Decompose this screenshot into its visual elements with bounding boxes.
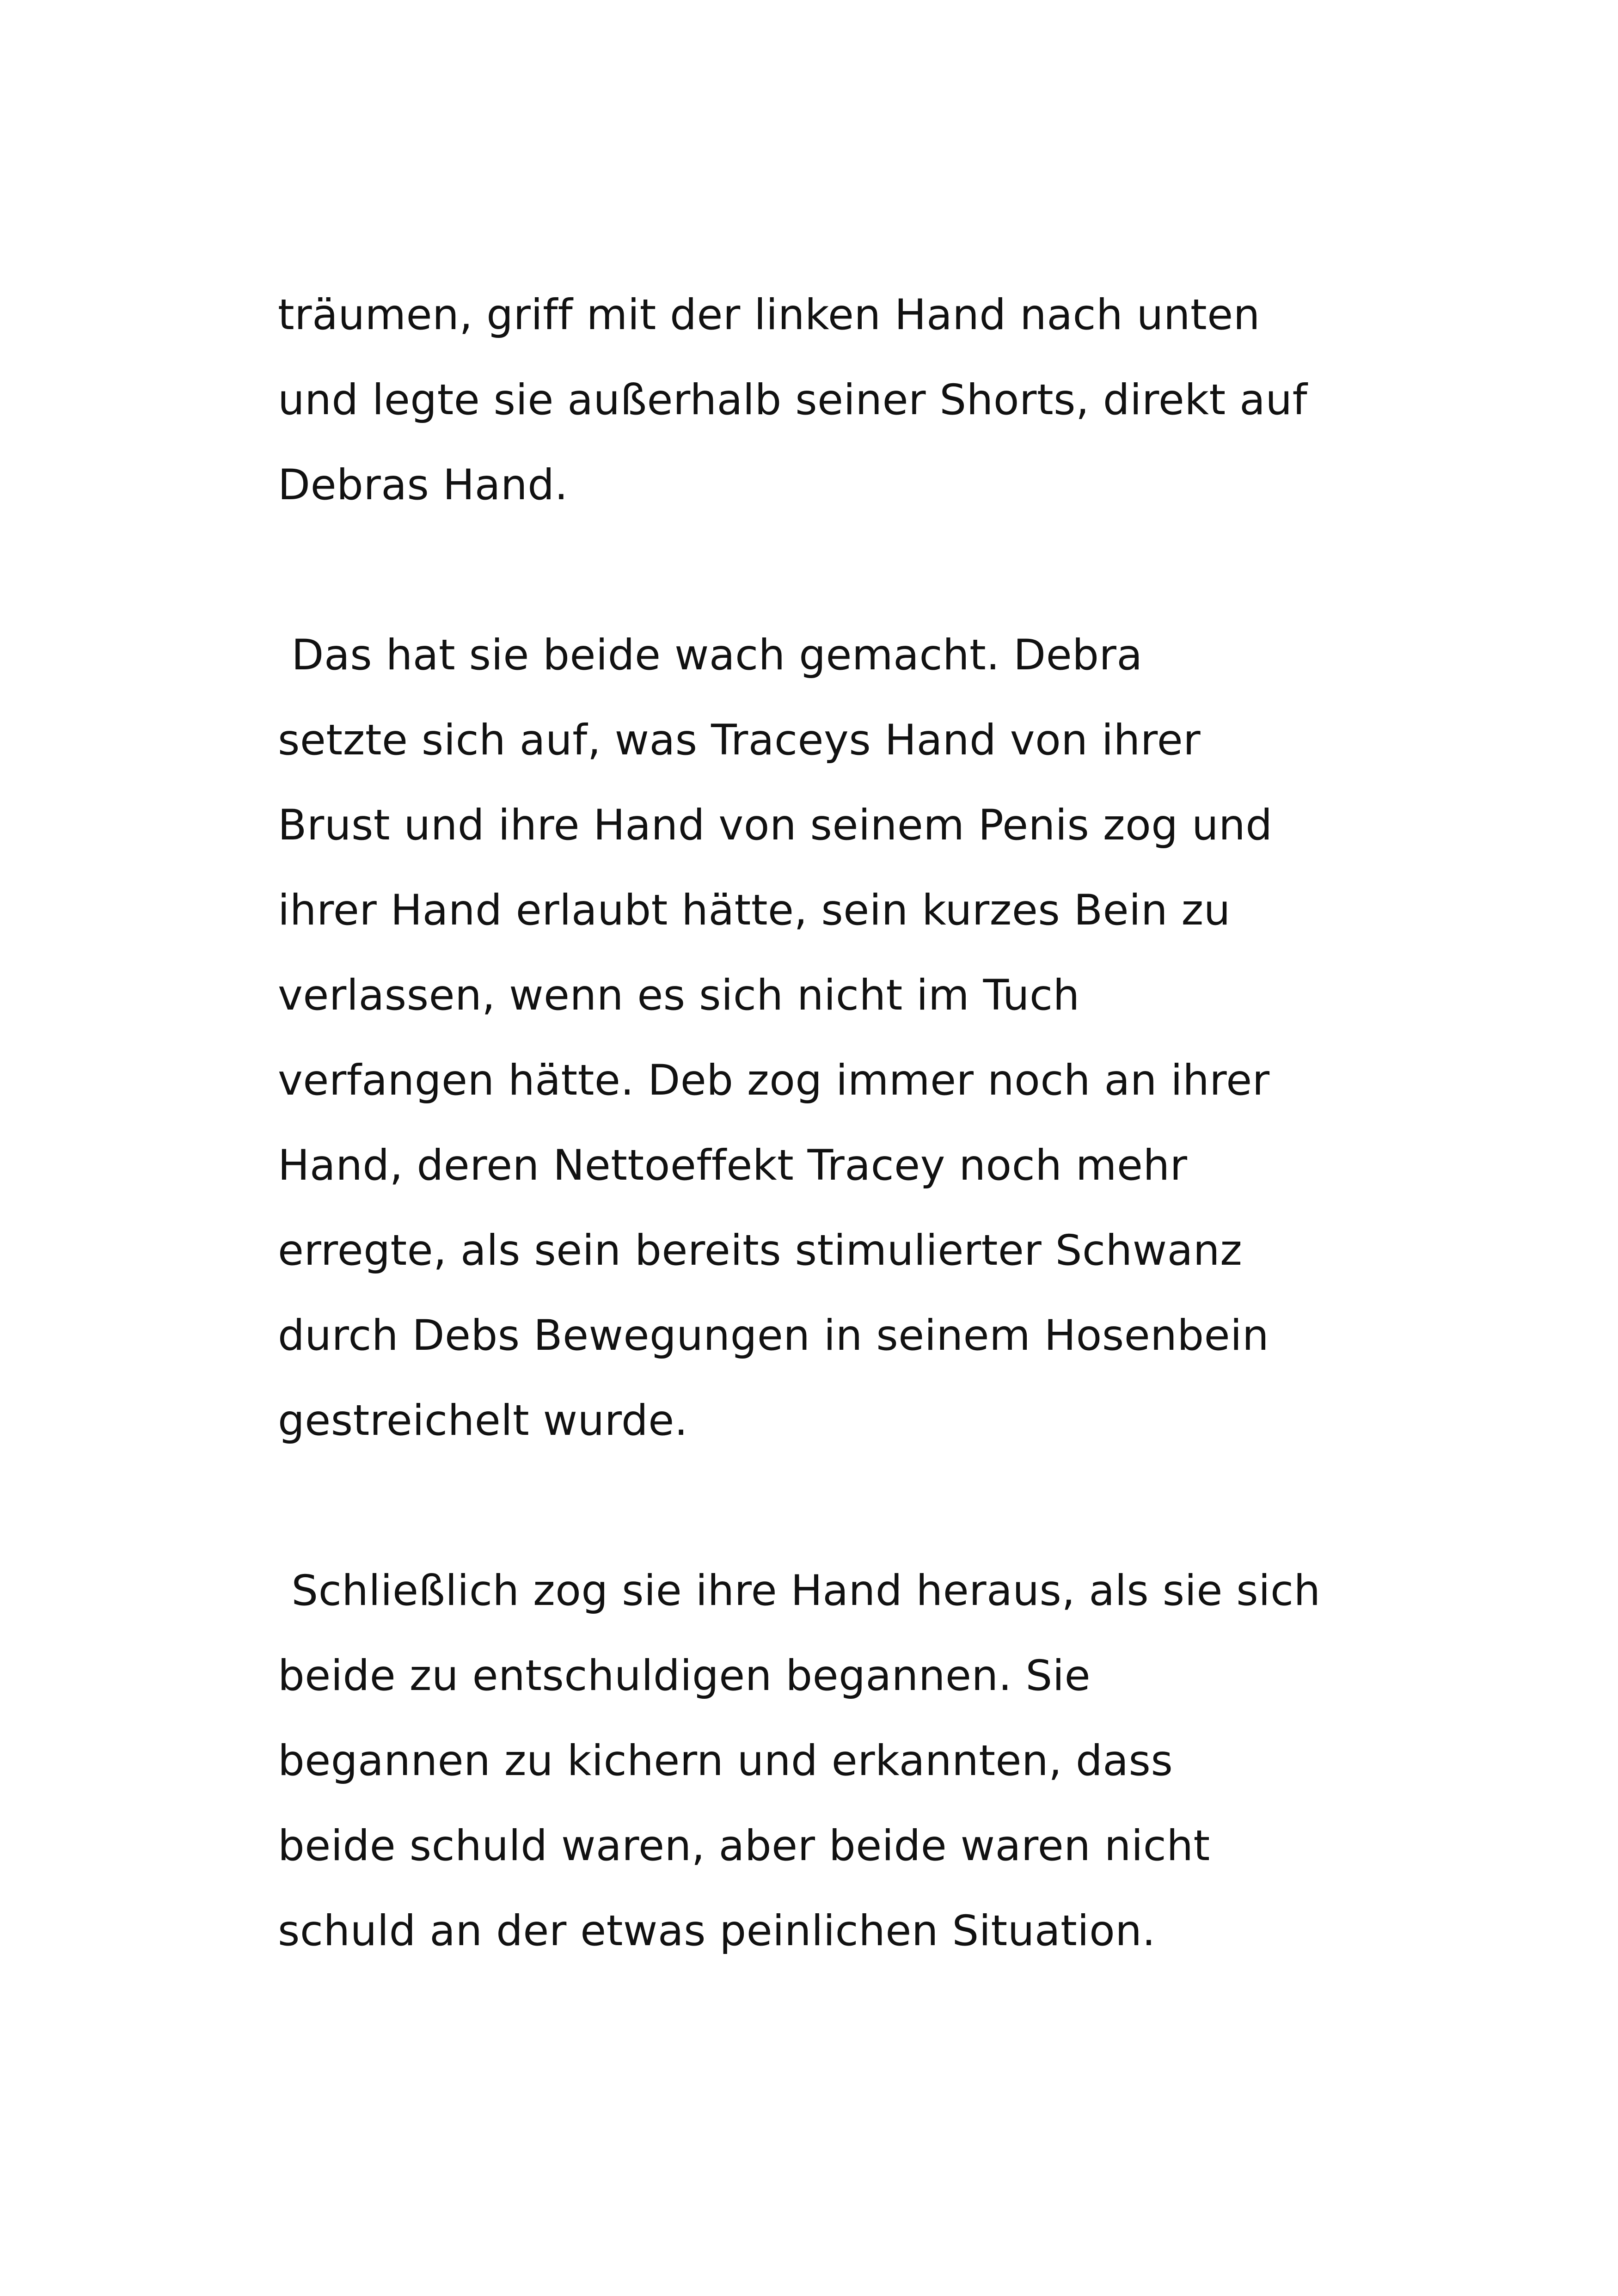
text-line: durch Debs Bewegungen in seinem Hosenbein [278,1311,1269,1360]
text-line: gestreichelt wurde. [278,1396,688,1445]
paragraph-3 [278,1549,1378,1974]
text-line: erregte, als sein bereits stimulierter Schwanz [278,1226,1243,1275]
text-line: begannen zu kichern und erkannten, dass [278,1737,1173,1785]
text-line: verfangen hätte. Deb zog immer noch an ihrer [278,1056,1270,1105]
body-text [278,273,1378,1974]
text-line: Hand, deren Nettoeffekt Tracey noch mehr [278,1141,1188,1190]
text-line: ihrer Hand erlaubt hätte, sein kurzes Bein zu [278,886,1231,935]
text-line: träumen, griff mit der linken Hand nach unten [278,291,1260,339]
text-line: Das hat sie beide wach gemacht. Debra [278,631,1143,680]
text-line: verlassen, wenn es sich nicht im Tuch [278,971,1080,1020]
text-line: setzte sich auf, was Traceys Hand von ihrer [278,716,1201,765]
text-line: beide zu entschuldigen begannen. Sie [278,1652,1091,1700]
text-line: beide schuld waren, aber beide waren nicht [278,1822,1210,1870]
paragraph-2 [278,613,1378,1463]
text-line: Debras Hand. [278,461,568,509]
text-line: Schließlich zog sie ihre Hand heraus, als sie sich [278,1567,1321,1615]
text-line: schuld an der etwas peinlichen Situation. [278,1907,1156,1955]
paragraph-1 [278,273,1378,528]
text-line: und legte sie außerhalb seiner Shorts, direkt auf [278,376,1308,424]
text-line: Brust und ihre Hand von seinem Penis zog und [278,801,1273,850]
